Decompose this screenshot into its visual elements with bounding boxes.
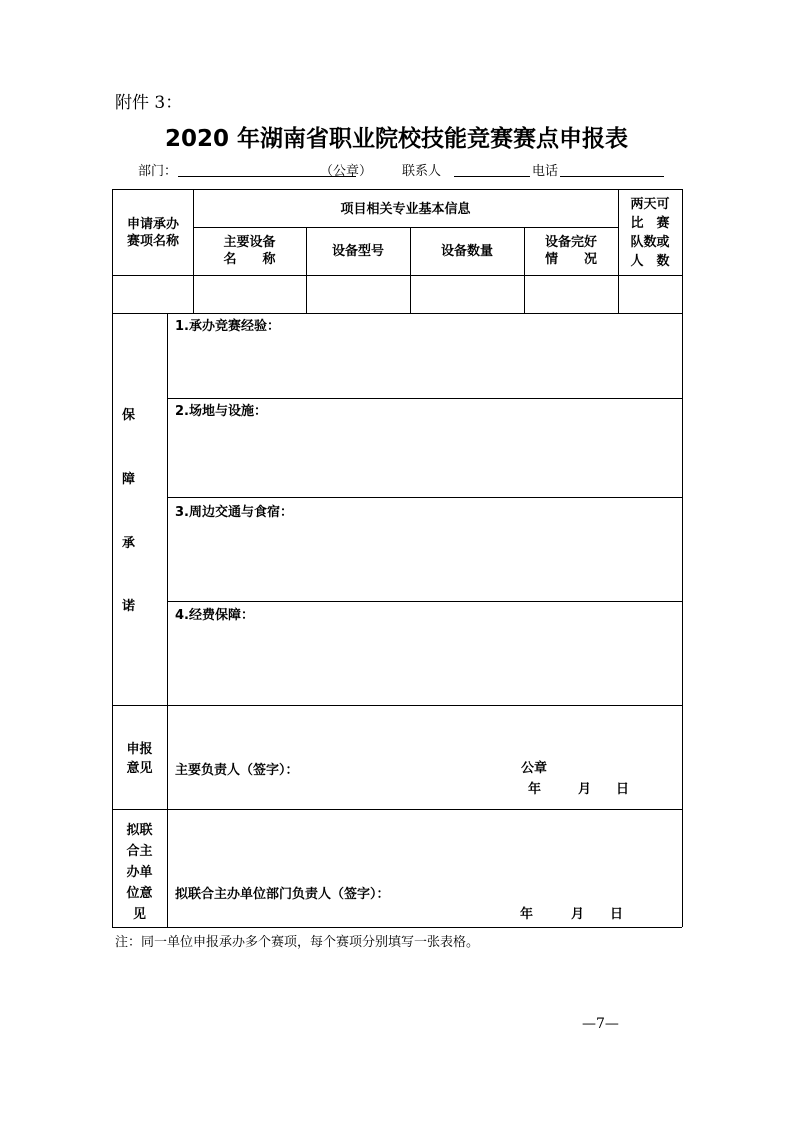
transport-field[interactable] xyxy=(168,524,681,599)
attachment-label: 附件 3： xyxy=(115,93,183,113)
table-line xyxy=(112,705,682,706)
transport-label: 3.周边交通与食宿： xyxy=(175,505,293,520)
contact-label: 联系人 xyxy=(402,164,442,179)
label-line: 意见 xyxy=(126,761,153,776)
header-line: 两天可 xyxy=(630,197,670,212)
table-border-bottom xyxy=(112,927,682,928)
page-number: —7— xyxy=(582,1016,619,1032)
label-line: 拟联 xyxy=(126,823,153,838)
equipment-condition-cell[interactable] xyxy=(525,276,617,312)
header-line: 申请承办 xyxy=(126,217,179,232)
guarantee-label-char: 保 xyxy=(122,408,136,423)
co-host-signer-label: 拟联合主办单位部门负责人（签字）： xyxy=(175,887,390,902)
contact-field[interactable] xyxy=(454,176,530,177)
table-line xyxy=(193,227,618,228)
table-border-right xyxy=(682,189,683,927)
basic-info-header: 项目相关专业基本信息 xyxy=(340,202,471,217)
page-title: 2020 年湖南省职业院校技能竞赛赛点申报表 xyxy=(164,126,629,152)
phone-field[interactable] xyxy=(560,176,664,177)
header-line: 设备完好 xyxy=(544,235,597,250)
guarantee-label-char: 承 xyxy=(122,536,136,551)
opinion-date-day: 日 xyxy=(616,782,630,797)
table-line xyxy=(167,497,682,498)
header-line: 队数或 xyxy=(630,235,670,250)
equipment-name-cell[interactable] xyxy=(194,276,305,312)
header-line: 比 赛 xyxy=(630,216,670,231)
table-line xyxy=(112,809,682,810)
table-line xyxy=(112,313,682,314)
header-line: 名 称 xyxy=(223,252,276,267)
venue-label: 2.场地与设施： xyxy=(175,404,267,419)
label-line: 见 xyxy=(132,907,146,922)
co-host-date-month: 月 xyxy=(571,907,585,922)
event-name-header xyxy=(114,216,192,250)
equipment-model-cell[interactable] xyxy=(307,276,409,312)
department-label: 部门： xyxy=(138,164,178,179)
co-host-label xyxy=(112,820,167,925)
funding-label: 4.经费保障： xyxy=(175,608,254,623)
header-line: 情 况 xyxy=(544,252,597,267)
label-line: 办单 xyxy=(126,865,153,880)
opinion-date-month: 月 xyxy=(578,782,592,797)
opinion-label xyxy=(112,740,167,778)
equipment-quantity-cell[interactable] xyxy=(411,276,523,312)
table-line xyxy=(167,601,682,602)
opinion-seal-label: 公章 xyxy=(521,761,548,776)
co-host-date-year: 年 xyxy=(520,907,534,922)
label-line: 位意 xyxy=(126,886,153,901)
label-line: 合主 xyxy=(126,844,153,859)
header-line: 主要设备 xyxy=(223,235,276,250)
equipment-quantity-header: 设备数量 xyxy=(440,244,493,259)
event-name-cell[interactable] xyxy=(113,276,192,312)
team-count-cell[interactable] xyxy=(619,276,681,312)
header-line: 赛项名称 xyxy=(126,234,179,249)
label-line: 申报 xyxy=(126,742,153,757)
opinion-date-year: 年 xyxy=(528,782,542,797)
footnote: 注：同一单位申报承办多个赛项，每个赛项分别填写一张表格。 xyxy=(115,935,480,950)
opinion-signer-label: 主要负责人（签字）： xyxy=(175,763,299,778)
table-line xyxy=(167,313,168,927)
table-line xyxy=(167,398,682,399)
experience-field[interactable] xyxy=(168,338,681,396)
equipment-name-header xyxy=(193,234,306,268)
venue-field[interactable] xyxy=(168,423,681,495)
funding-field[interactable] xyxy=(168,627,681,703)
equipment-model-header: 设备型号 xyxy=(331,244,384,259)
equipment-condition-header xyxy=(524,234,618,268)
guarantee-label-char: 诺 xyxy=(122,599,136,614)
guarantee-label-char: 障 xyxy=(122,472,136,487)
co-host-date-day: 日 xyxy=(610,907,624,922)
seal-label: （公章） xyxy=(320,164,373,179)
header-line: 人 数 xyxy=(630,254,670,269)
table-border-top xyxy=(112,189,682,190)
experience-label: 1.承办竞赛经验： xyxy=(175,319,280,334)
team-count-header xyxy=(618,195,682,271)
phone-label: 电话 xyxy=(532,164,559,179)
